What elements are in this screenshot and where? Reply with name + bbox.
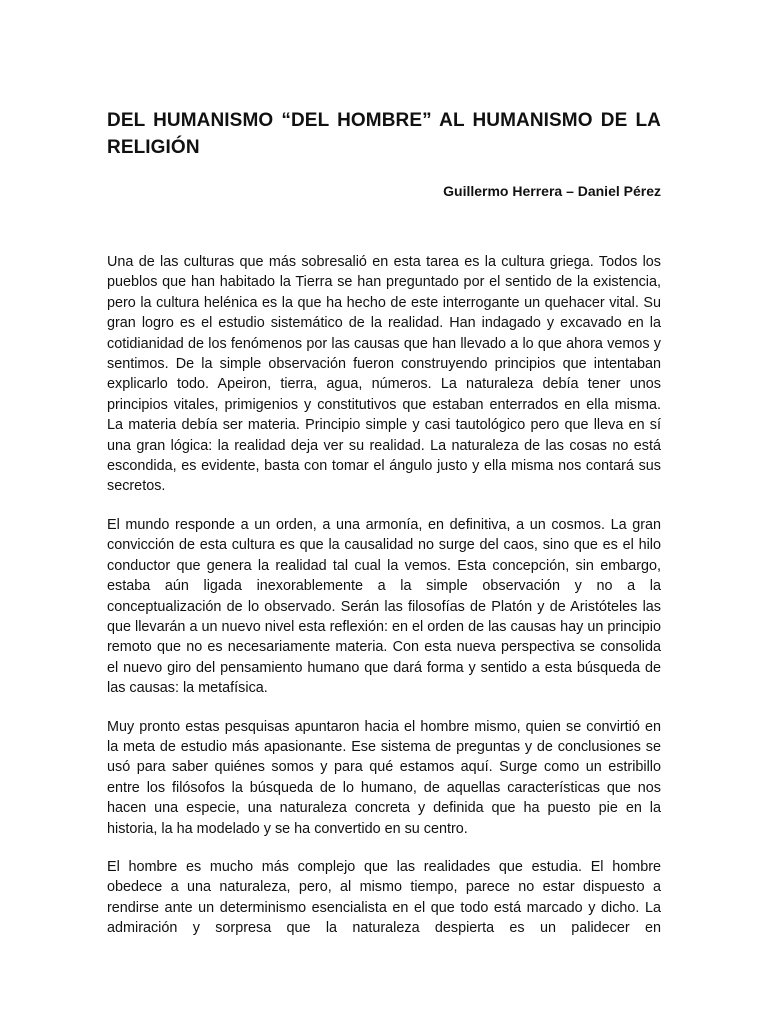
document-body	[107, 252, 661, 939]
paragraph-2: El mundo responde a un orden, a una armonía, en definitiva, a un cosmos. La gran convicción de esta cultura es que la causalidad no surge del caos, sino que es el hilo conductor que genera la realidad tal cual la vemos. Esta concepción, sin embargo, estaba aún ligada inexorablemente a la simple observación y no a la conceptualización de lo observado. Serán las filosofías de Platón y de Aristóteles las que llevarán a un nuevo nivel esta reflexión: en el orden de las causas hay un principio remoto que no es necesariamente materia. Con esta nueva perspectiva se consolida el nuevo giro del pensamiento humano que dará forma y sentido a esta búsqueda de las causas: la metafísica.	[107, 516, 661, 697]
document-authors: Guillermo Herrera – Daniel Pérez	[443, 183, 661, 199]
paragraph-1: Una de las culturas que más sobresalió en esta tarea es la cultura griega. Todos los pueblos que han habitado la Tierra se han preguntado por el sentido de la existencia, pero la cultura helénica es la que ha hecho de este interrogante un quehacer vital. Su gran logro es el estudio sistemático de la realidad. Han indagado y excavado en la cotidianidad de los fenómenos por las causas que han llevado a lo que ahora vemos y sentimos. De la simple observación fueron construyendo principios que intentaban explicarlo todo. Apeiron, tierra, agua, números. La naturaleza debía tener unos principios vitales, primigenios y constitutivos que estaban enterrados en ella misma. La materia debía ser materia. Principio simple y casi tautológico pero que lleva en sí una gran lógica: la realidad deja ver su realidad. La naturaleza de las cosas no está escondida, es evidente, basta con tomar el ángulo justo y ella misma nos contará sus secretos.	[107, 254, 661, 495]
document-page	[107, 107, 661, 957]
paragraph-4: El hombre es mucho más complejo que las realidades que estudia. El hombre obedece a una naturaleza, pero, al mismo tiempo, parece no estar dispuesto a rendirse ante un determinismo esencialista en el que todo está marcado y dicho. La admiración y sorpresa que la naturaleza despierta es un palidecer en	[107, 858, 661, 937]
document-title: DEL HUMANISMO “DEL HOMBRE” AL HUMANISMO DE LA RELIGIÓN	[107, 110, 661, 158]
paragraph-3: Muy pronto estas pesquisas apuntaron hacia el hombre mismo, quien se convirtió en la meta de estudio más apasionante. Ese sistema de preguntas y de conclusiones se usó para saber quiénes somos y para qué estamos aquí. Surge como un estribillo entre los filósofos la búsqueda de lo humano, de aquellas características que nos hacen una especie, una naturaleza concreta y definida que ha puesto pie en la historia, la ha modelado y se ha convertido en su centro.	[107, 718, 661, 837]
